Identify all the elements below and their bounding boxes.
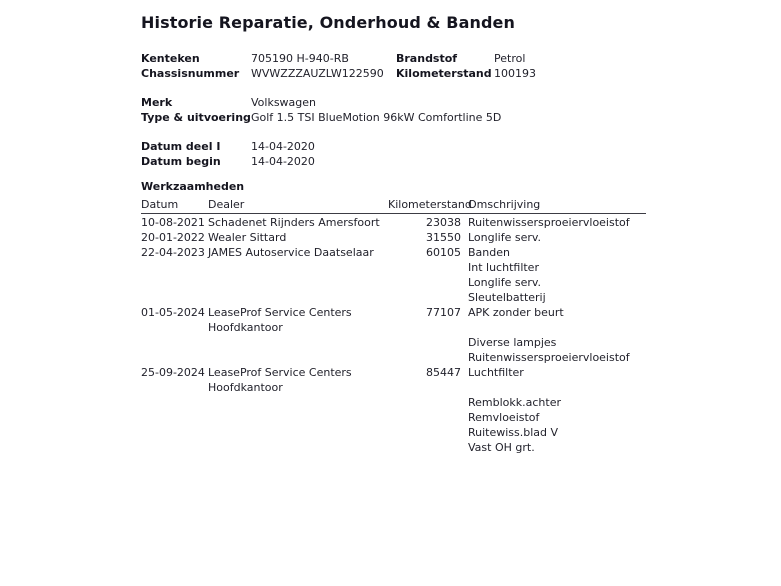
row-dealer: Wealer Sittard [208, 231, 287, 244]
table-header-row [141, 198, 646, 214]
row-omschrijving: Banden [468, 246, 510, 259]
werkzaamheden-heading: Werkzaamheden [141, 180, 245, 193]
row-omschrijving: Sleutelbatterij [468, 291, 546, 304]
row-omschrijving [468, 320, 646, 335]
kenteken-value: 705190 H-940-RB [251, 52, 349, 65]
dates-section [141, 139, 781, 169]
row-dealer: Schadenet Rijnders Amersfoort [208, 216, 380, 229]
row-kilometerstand: 23038 [426, 216, 461, 229]
row-dealer: Hoofdkantoor [208, 321, 283, 334]
column-header-omschrijving: Omschrijving [468, 198, 541, 211]
datum-deel-label: Datum deel I [141, 140, 221, 153]
chassisnummer-label: Chassisnummer [141, 67, 240, 80]
row-dealer: Hoofdkantoor [208, 381, 283, 394]
brandstof-label: Brandstof [396, 52, 458, 65]
row-datum: 20-01-2022 [141, 231, 205, 244]
row-omschrijving: Longlife serv. [468, 231, 542, 244]
kenteken-label: Kenteken [141, 52, 200, 65]
row-omschrijving: Ruitenwissersproeiervloeistof [468, 216, 630, 229]
type-uitvoering-value: Golf 1.5 TSI BlueMotion 96kW Comfortline 5D [251, 111, 502, 124]
row-omschrijving: Diverse lampjes [468, 336, 557, 349]
kilometerstand-label: Kilometerstand [396, 67, 492, 80]
column-header-kilometerstand: Kilometerstand [388, 198, 472, 211]
row-datum: 10-08-2021 [141, 216, 205, 229]
row-omschrijving: Int luchtfilter [468, 261, 539, 274]
row-omschrijving: Remvloeistof [468, 411, 540, 424]
row-omschrijving: Vast OH grt. [468, 441, 535, 454]
datum-begin-value: 14-04-2020 [251, 155, 315, 168]
page-title: Historie Reparatie, Onderhoud & Banden [141, 13, 515, 32]
row-kilometerstand: 31550 [426, 231, 461, 244]
row-omschrijving: Luchtfilter [468, 366, 524, 379]
table-row [141, 245, 646, 305]
merk-label: Merk [141, 96, 173, 109]
brandstof-value: Petrol [494, 52, 526, 65]
datum-begin-label: Datum begin [141, 155, 221, 168]
row-dealer: LeaseProf Service Centers [208, 366, 352, 379]
table-row [141, 215, 646, 230]
row-datum: 01-05-2024 [141, 306, 205, 319]
row-datum: 25-09-2024 [141, 366, 205, 379]
table-row [141, 365, 646, 455]
identification-section [141, 51, 781, 81]
row-kilometerstand: 85447 [426, 366, 461, 379]
row-dealer: LeaseProf Service Centers [208, 306, 352, 319]
table-row [141, 305, 646, 365]
vehicle-section [141, 95, 781, 125]
row-omschrijving: Ruitenwissersproeiervloeistof [468, 351, 630, 364]
table-row [141, 230, 646, 245]
werkzaamheden-table [141, 198, 646, 455]
merk-value: Volkswagen [251, 96, 317, 109]
kilometerstand-value: 100193 [494, 67, 536, 80]
row-kilometerstand: 77107 [426, 306, 461, 319]
row-omschrijving [468, 380, 646, 395]
chassisnummer-value: WVWZZZAUZLW122590 [251, 67, 384, 80]
row-kilometerstand: 60105 [426, 246, 461, 259]
column-header-dealer: Dealer [208, 198, 245, 211]
row-omschrijving: APK zonder beurt [468, 306, 564, 319]
row-datum: 22-04-2023 [141, 246, 205, 259]
row-dealer: JAMES Autoservice Daatselaar [208, 246, 374, 259]
row-omschrijving: Longlife serv. [468, 276, 542, 289]
column-header-datum: Datum [141, 198, 179, 211]
row-omschrijving: Ruitewiss.blad V [468, 426, 559, 439]
row-omschrijving: Remblokk.achter [468, 396, 562, 409]
type-uitvoering-label: Type & uitvoering [141, 111, 251, 124]
datum-deel-value: 14-04-2020 [251, 140, 315, 153]
